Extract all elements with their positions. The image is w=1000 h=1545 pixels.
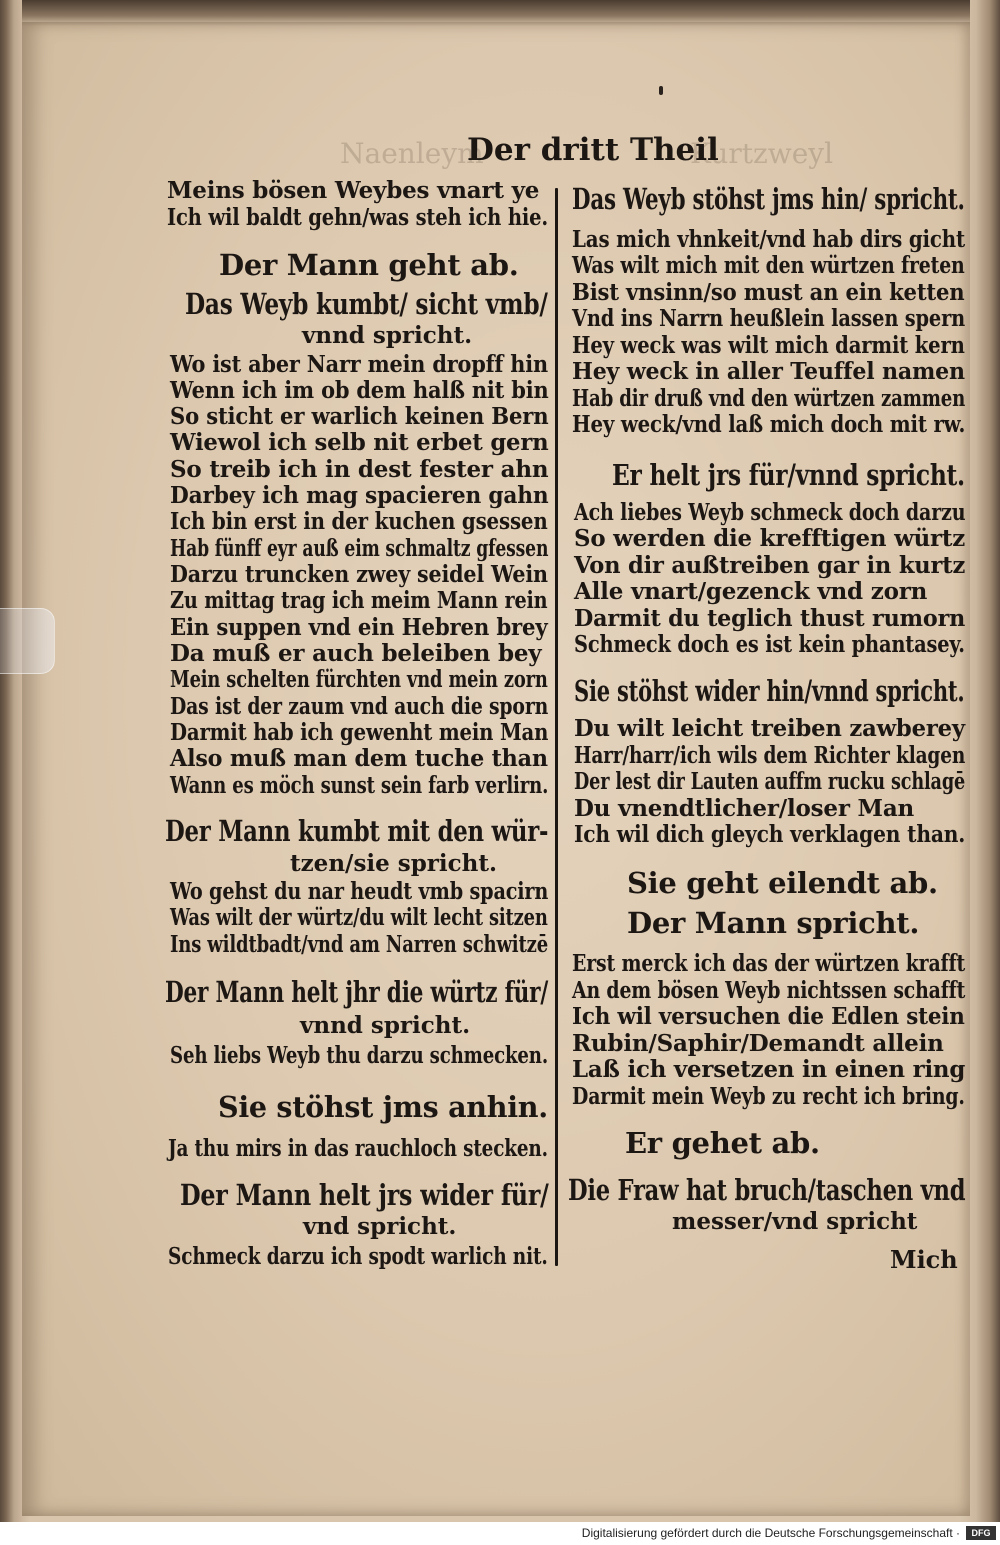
- stage-direction: Sie geht eilendt ab.: [627, 866, 938, 900]
- stage-direction: Der Mann helt jhr die würtz für/: [165, 975, 548, 1009]
- dfg-logo: DFG: [966, 1526, 996, 1540]
- verse-line: Ich wil baldt gehn/was steh ich hie.: [167, 204, 548, 231]
- catchword: Mich: [890, 1245, 958, 1274]
- stage-direction-sub: vnnd spricht.: [302, 322, 473, 349]
- page-clip: [0, 608, 55, 674]
- page-top-shadow: [22, 0, 970, 26]
- verse-line: Wo ist aber Narr mein dropff hin: [170, 351, 548, 378]
- verse-line: Wenn ich im ob dem halß nit bin: [170, 377, 549, 404]
- verse-line: Darzu truncken zwey seidel Wein: [170, 561, 548, 588]
- stage-direction: Der Mann geht ab.: [219, 248, 519, 282]
- ink-mark: [659, 86, 663, 95]
- verse-line: Ein suppen vnd ein Hebren brey: [170, 614, 548, 641]
- stage-direction: Die Fraw hat bruch/taschen vnd: [568, 1173, 966, 1207]
- stage-direction-sub: tzen/sie spricht.: [290, 850, 498, 877]
- verse-line: Also muß man dem tuche than: [170, 745, 548, 772]
- verse-line: Darbey ich mag spacieren gahn: [170, 482, 549, 509]
- show-through-text-right: Kurtzweyl: [690, 137, 834, 170]
- show-through-text: Naenleym: [340, 137, 484, 170]
- verse-line: Las mich vhnkeit/vnd hab dirs gicht: [572, 226, 966, 253]
- verse-line: Du vnendtlicher/loser Man: [574, 795, 915, 822]
- verse-line: Schmeck darzu ich spodt warlich nit.: [168, 1243, 548, 1270]
- stage-direction: Der Mann helt jrs wider für/: [180, 1178, 549, 1212]
- verse-line: Darmit mein Weyb zu recht ich bring.: [572, 1083, 965, 1110]
- stage-direction: Er helt jrs für/vnnd spricht.: [612, 458, 965, 492]
- verse-line: Schmeck doch es ist kein phantasey.: [574, 631, 965, 658]
- verse-line: Harr/harr/ich wils dem Richter klagen: [574, 742, 966, 769]
- stage-direction: Er gehet ab.: [625, 1126, 820, 1160]
- stage-direction: Der Mann kumbt mit den wür-: [165, 814, 549, 848]
- verse-line: Zu mittag trag ich meim Mann rein: [170, 587, 548, 614]
- verse-line: Hab dir druß vnd den würtzen zammen: [572, 385, 966, 412]
- verse-line: Darmit hab ich gewenht mein Man: [170, 719, 549, 746]
- verse-line: Hey weck/vnd laß mich doch mit rw.: [572, 411, 966, 438]
- stage-direction: Sie stöhst jms anhin.: [218, 1090, 548, 1124]
- verse-line: So sticht er warlich keinen Bern: [170, 403, 549, 430]
- verse-line: Der lest dir Lauten auffm rucku schlagē: [574, 768, 966, 795]
- verse-line: Erst merck ich das der würtzen krafft: [572, 950, 966, 977]
- verse-line: Was wilt mich mit den würtzen freten: [572, 252, 965, 279]
- stage-direction: Der Mann spricht.: [627, 906, 920, 940]
- verse-line: Ins wildtbadt/vnd am Narren schwitzē: [170, 931, 549, 958]
- verse-line: Mein schelten fürchten vnd mein zorn: [170, 666, 548, 693]
- verse-line: Ich wil versuchen die Edlen stein: [572, 1003, 965, 1030]
- running-header: Der dritt Theil: [467, 132, 719, 168]
- verse-line: Hey weck was wilt mich darmit kern: [572, 332, 965, 359]
- verse-line: Ich bin erst in der kuchen gsessen: [170, 508, 548, 535]
- verse-line: Wo gehst du nar heudt vmb spacirn: [170, 878, 549, 905]
- verse-line: Alle vnart/gezenck vnd zorn: [574, 578, 928, 605]
- verse-line: Wiewol ich selb nit erbet gern: [170, 429, 549, 456]
- verse-line: So werden die krefftigen würtz: [574, 525, 966, 552]
- stage-direction: Sie stöhst wider hin/vnnd spricht.: [574, 674, 965, 708]
- stage-direction: Das Weyb kumbt/ sicht vmb/: [185, 287, 548, 321]
- verse-line: Was wilt der würtz/du wilt lecht sitzen: [170, 904, 548, 931]
- verse-line: So treib ich in dest fester ahn: [170, 456, 549, 483]
- funding-credit: Digitalisierung gefördert durch die Deutsche Forschungsgemeinschaft ·: [581, 1526, 960, 1540]
- verse-line: Ja thu mirs in das rauchloch stecken.: [168, 1135, 548, 1162]
- verse-line: Ach liebes Weyb schmeck doch darzu: [574, 499, 966, 526]
- verse-line: Ich wil dich gleych verklagen than.: [574, 821, 966, 848]
- verse-line: Rubin/Saphir/Demandt allein: [572, 1030, 944, 1057]
- stage-direction-sub: vnnd spricht.: [300, 1012, 471, 1039]
- stage-direction-sub: vnd spricht.: [303, 1213, 457, 1240]
- stage-direction: Das Weyb stöhst jms hin/ spricht.: [572, 182, 965, 216]
- verse-line: Bist vnsinn/so must an ein ketten: [572, 279, 965, 306]
- verse-line: Meins bösen Weybes vnart ye: [167, 177, 540, 204]
- verse-line: Du wilt leicht treiben zawberey: [574, 715, 965, 742]
- verse-line: Darmit du teglich thust rumorn: [574, 605, 966, 632]
- verse-line: An dem bösen Weyb nichtssen schafft: [572, 977, 966, 1004]
- verse-line: Hey weck in aller Teuffel namen: [572, 358, 965, 385]
- verse-line: Von dir außtreiben gar in kurtz: [574, 552, 966, 579]
- verse-line: Seh liebs Weyb thu darzu schmecken.: [170, 1042, 548, 1069]
- verse-line: Da muß er auch beleiben bey: [170, 640, 542, 667]
- verse-line: Wann es möch sunst sein farb verlirn.: [170, 772, 549, 799]
- footer-bar: [0, 1522, 1000, 1545]
- stage-direction-sub: messer/vnd spricht: [672, 1208, 918, 1235]
- verse-line: Vnd ins Narrn heußlein lassen spern: [572, 305, 966, 332]
- verse-line: Hab fünff eyr auß eim schmaltz gfessen: [170, 535, 549, 562]
- verse-line: Laß ich versetzen in einen ring: [572, 1056, 966, 1083]
- verse-line: Das ist der zaum vnd auch die sporn: [170, 693, 549, 720]
- column-divider: [555, 188, 558, 1266]
